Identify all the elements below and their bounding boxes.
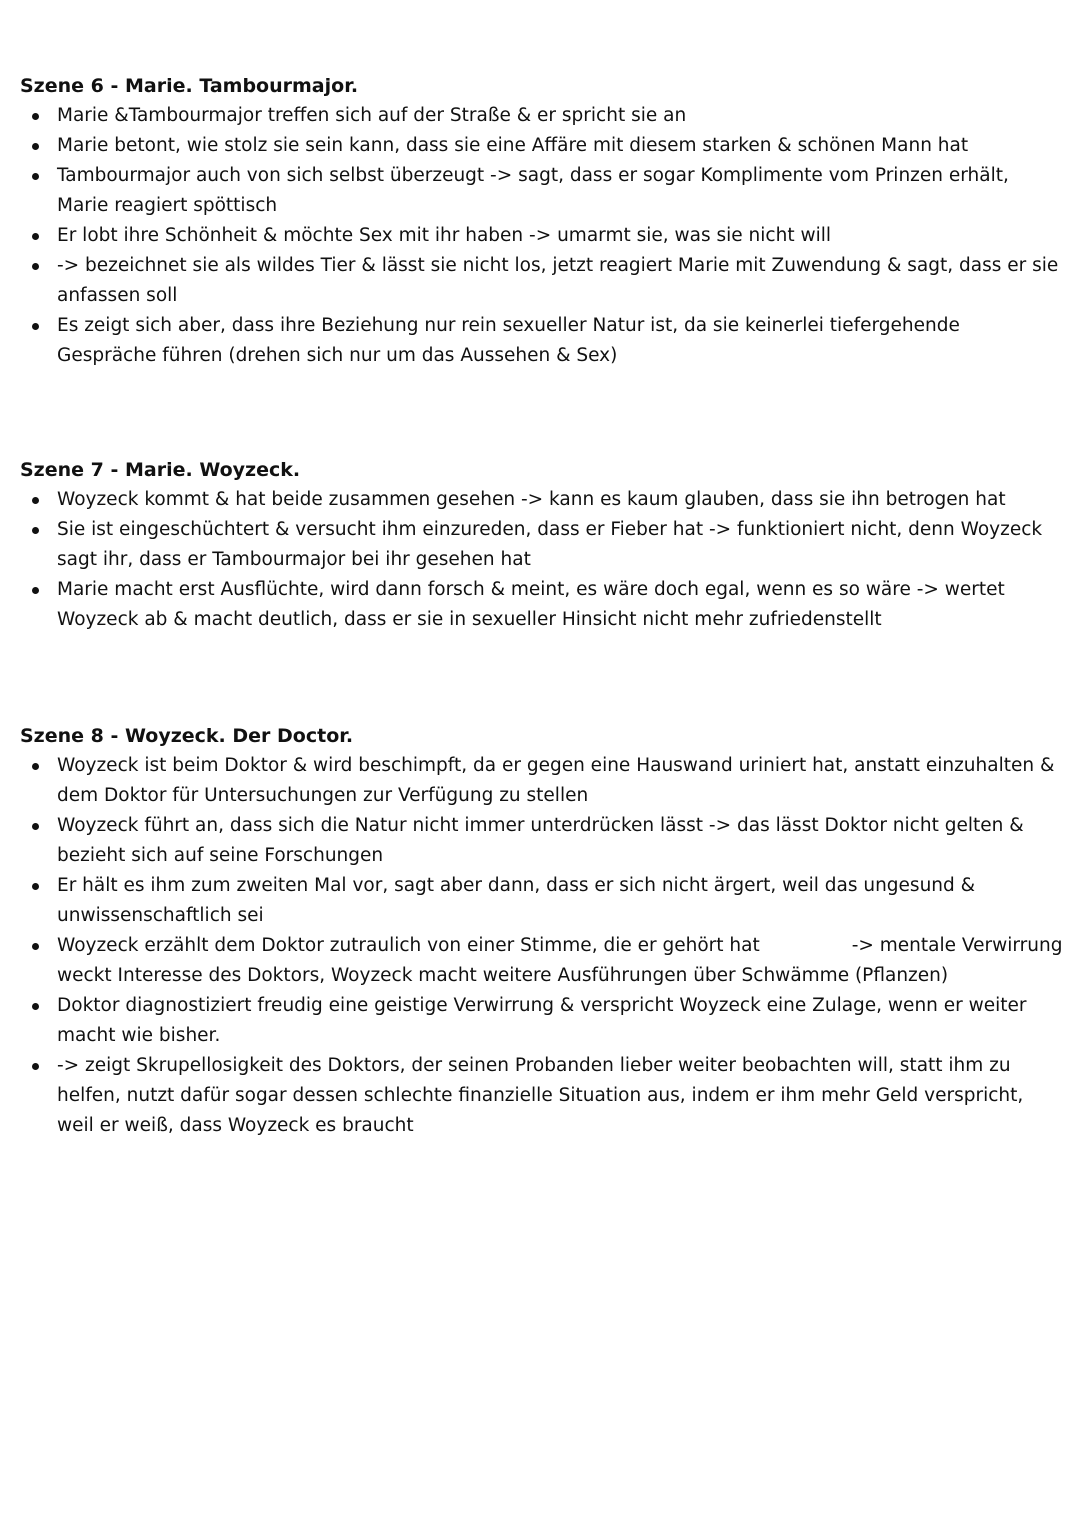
bullet-text: Er lobt ihre Schönheit & möchte Sex mit ihr haben -> umarmt sie, was sie nicht will — [57, 225, 832, 246]
bullet-text: Marie macht erst Ausflüchte, wird dann forsch & meint, es wäre doch egal, wenn es so wäre -> wertet Woyzeck ab & macht deutlich, dass er sie in sexueller Hinsicht nicht mehr zufriedenstellt — [57, 579, 1005, 630]
bullet-icon — [32, 763, 39, 770]
list-item — [20, 131, 1065, 161]
bullet-text: -> zeigt Skrupellosigkeit des Doktors, der seinen Probanden lieber weiter beobachten will, statt ihm zu helfen, nutzt dafür sogar dessen schlechte finanzielle Situation aus, indem er ihm mehr Geld verspricht, weil er weiß, dass Woyzeck es braucht — [57, 1055, 1024, 1136]
list-item — [20, 931, 1065, 991]
bullet-text: Tambourmajor auch von sich selbst überzeugt -> sagt, dass er sogar Komplimente vom Prinzen erhält, Marie reagiert spöttisch — [57, 165, 1009, 216]
bullet-icon — [32, 943, 39, 950]
bullet-text-part: -> mentale Verwirrung weckt Interesse des Doktors, Woyzeck macht weitere Ausführungen über Schwämme (Pflanzen) — [57, 935, 1063, 986]
list-item — [20, 221, 1065, 251]
bullet-text: Marie &Tambourmajor treffen sich auf der Straße & er spricht sie an — [57, 105, 687, 126]
bullet-text: Doktor diagnostiziert freudig eine geistige Verwirrung & verspricht Woyzeck eine Zulage, wenn er weiter macht wie bisher. — [57, 995, 1027, 1046]
list-item — [20, 751, 1065, 811]
bullet-list — [20, 751, 1065, 1141]
scene-8-section — [20, 721, 1065, 1141]
bullet-text: Sie ist eingeschüchtert & versucht ihm einzureden, dass er Fieber hat -> funktioniert nicht, denn Woyzeck sagt ihr, dass er Tambourmajor bei ihr gesehen hat — [57, 519, 1043, 570]
bullet-text-part: Woyzeck erzählt dem Doktor zutraulich von einer Stimme, die er gehört hat — [57, 935, 760, 956]
bullet-text: Es zeigt sich aber, dass ihre Beziehung nur rein sexueller Natur ist, da sie keinerlei tiefergehende Gespräche führen (drehen sich nur um das Aussehen & Sex) — [57, 315, 960, 366]
bullet-text: Woyzeck ist beim Doktor & wird beschimpft, da er gegen eine Hauswand uriniert hat, anstatt einzuhalten & dem Doktor für Untersuchungen zur Verfügung zu stellen — [57, 755, 1055, 806]
bullet-list — [20, 101, 1065, 371]
bullet-icon — [32, 587, 39, 594]
list-item — [20, 515, 1065, 575]
list-item — [20, 575, 1065, 635]
bullet-icon — [32, 1003, 39, 1010]
scene-6-section — [20, 71, 1065, 371]
bullet-list — [20, 485, 1065, 635]
bullet-icon — [32, 143, 39, 150]
list-item — [20, 311, 1065, 371]
list-item — [20, 101, 1065, 131]
bullet-icon — [32, 233, 39, 240]
bullet-text: Marie betont, wie stolz sie sein kann, dass sie eine Affäre mit diesem starken & schönen Mann hat — [57, 135, 969, 156]
list-item — [20, 1051, 1065, 1141]
list-item — [20, 871, 1065, 931]
list-item — [20, 251, 1065, 311]
bullet-icon — [32, 883, 39, 890]
scene-heading: Szene 6 - Marie. Tambourmajor. — [20, 75, 359, 97]
bullet-text: Woyzeck führt an, dass sich die Natur nicht immer unterdrücken lässt -> das lässt Doktor nicht gelten & bezieht sich auf seine Forschungen — [57, 815, 1024, 866]
bullet-icon — [32, 263, 39, 270]
scene-heading: Szene 8 - Woyzeck. Der Doctor. — [20, 725, 354, 747]
bullet-icon — [32, 497, 39, 504]
list-item — [20, 811, 1065, 871]
bullet-text: Woyzeck kommt & hat beide zusammen gesehen -> kann es kaum glauben, dass sie ihn betrogen hat — [57, 489, 1006, 510]
list-item — [20, 991, 1065, 1051]
bullet-icon — [32, 1063, 39, 1070]
bullet-icon — [32, 173, 39, 180]
bullet-text: -> bezeichnet sie als wildes Tier & lässt sie nicht los, jetzt reagiert Marie mit Zuwendung & sagt, dass er sie anfassen soll — [57, 255, 1059, 306]
bullet-text: Er hält es ihm zum zweiten Mal vor, sagt aber dann, dass er sich nicht ärgert, weil das ungesund & unwissenschaftlich sei — [57, 875, 976, 926]
bullet-icon — [32, 527, 39, 534]
bullet-icon — [32, 113, 39, 120]
list-item — [20, 161, 1065, 221]
list-item — [20, 485, 1065, 515]
scene-7-section — [20, 455, 1065, 635]
bullet-icon — [32, 323, 39, 330]
bullet-icon — [32, 823, 39, 830]
scene-heading: Szene 7 - Marie. Woyzeck. — [20, 459, 301, 481]
